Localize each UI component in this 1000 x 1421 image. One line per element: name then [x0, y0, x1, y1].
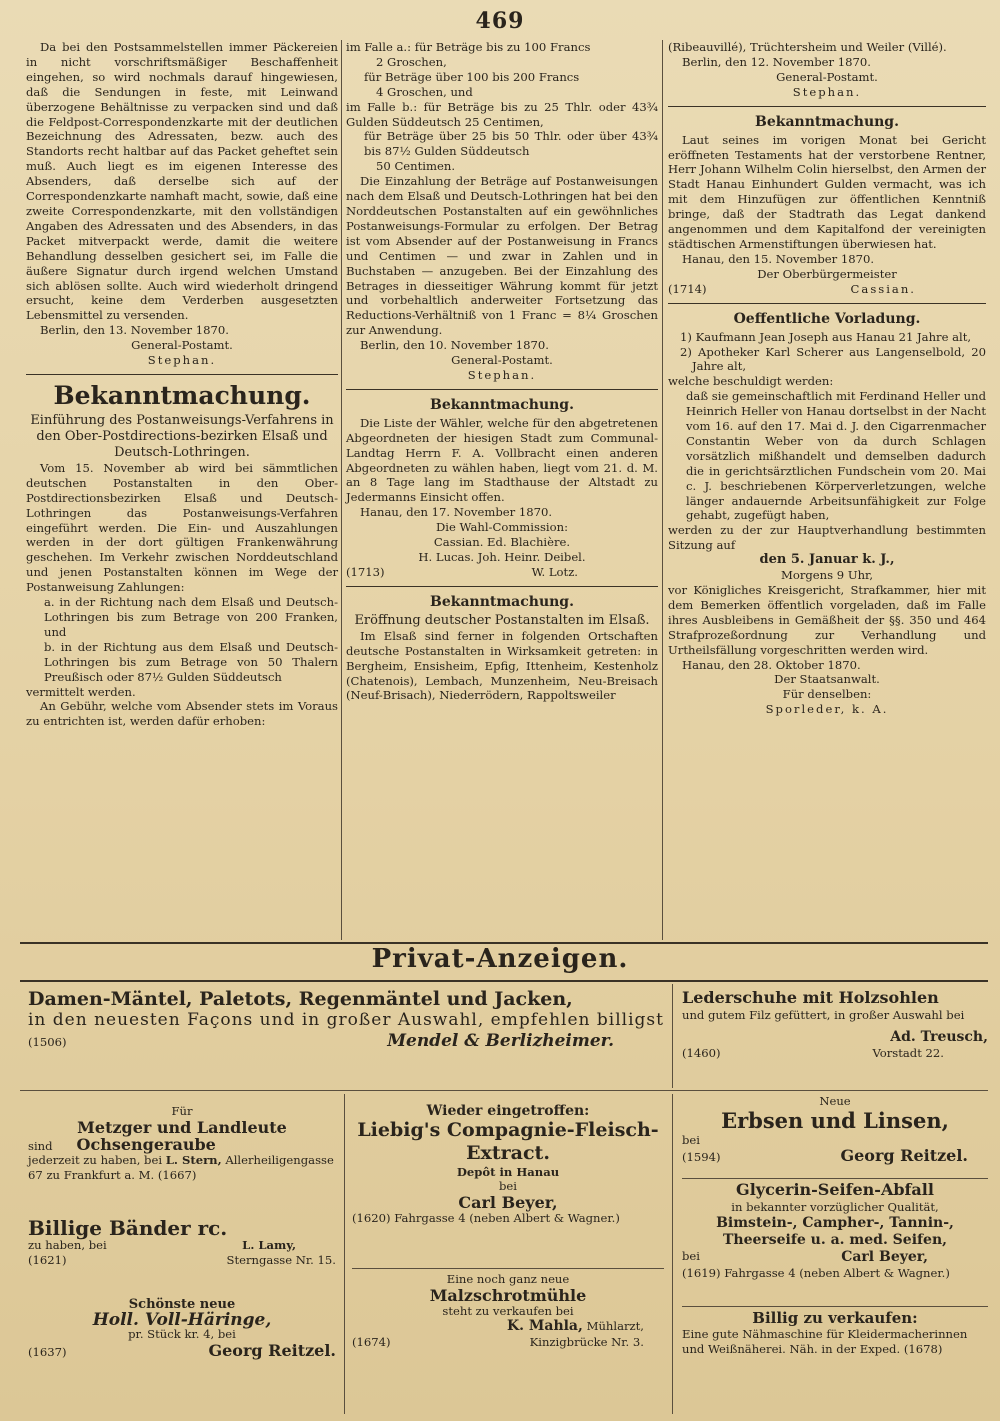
ad-number: (1621) — [28, 1252, 67, 1267]
bekanntmachung-4-office: Der Oberbürgermeister — [757, 266, 897, 281]
ad1-firm: Mendel & Berlizheimer. — [387, 1031, 614, 1051]
einzahlung-text: Die Einzahlung der Beträge auf Postanweisungen nach dem Elsaß und Deutsch-Lothringen hat bei den Norddeutschen Postanstalten auf ein gewöhnliches Postanweisungs-Formular zu erfolgen. Der Betrag ist vom Absender auf der Postanweisung in Francs und Centimen — und zwar in Zahlen und in Buchstaben — anzugeben. Bei der Einzahlung des Betrages in diesseitiger Währung kommt für jetzt und vorbehaltlich anderweiter Fortsetzung das Reductions-Verhältniß von 1 Franc = 8¼ Groschen zur Anwendung. — [346, 174, 658, 338]
ad7-headline: Eine noch ganz neue — [446, 1272, 570, 1286]
section-rule — [346, 389, 658, 390]
notice-signer: Stephan. — [147, 353, 217, 368]
ad7-firm-row — [352, 1318, 664, 1335]
ad9-list-2: Theerseife u. a. med. Seifen, — [722, 1231, 948, 1248]
commission-row — [346, 565, 658, 580]
vorladung-person-2: 2) Apotheker Karl Scherer aus Langenselbold, 20 Jahre alt, — [680, 344, 986, 374]
ad7-footer — [352, 1335, 664, 1350]
ad-number: (1713) — [346, 564, 385, 579]
ad10-headline: Billig zu verkaufen: — [752, 1309, 918, 1327]
ad-divider — [672, 984, 673, 1088]
ad7-text: steht zu verkaufen bei — [442, 1303, 574, 1318]
bekanntmachung-subtitle: Einführung des Postanweisungs-Verfahrens in den Ober-Postdirections-bezirken Elsaß und Deutsch-Lothringen. — [30, 412, 334, 460]
ad8-bei: bei — [682, 1132, 700, 1147]
ad-number: (1637) — [28, 1344, 67, 1359]
col2-office: General-Postamt. — [451, 353, 553, 368]
ad5-footer — [28, 1342, 336, 1360]
fee-a-1: 2 Groschen, — [376, 54, 447, 69]
vorladung-text-3: werden zu der zur Hauptverhandlung bestimmten Sitzung auf — [668, 523, 986, 553]
tail-1: vermittelt werden. — [26, 684, 136, 699]
bekanntmachung-2-title: Bekanntmachung. — [430, 396, 574, 413]
ad8-footer — [682, 1147, 988, 1165]
ad9-firm: Carl Beyer, — [841, 1248, 928, 1265]
commission-names-1: Cassian. Ed. Blachière. — [433, 535, 571, 550]
commission-names-2: H. Lucas. Joh. Heinr. Deibel. — [418, 550, 586, 564]
ad2-footer — [682, 1046, 988, 1061]
ad-erbsen-linsen — [682, 1094, 988, 1165]
bekanntmachung-title: Bekanntmachung. — [53, 380, 311, 410]
ad4-address: Sterngasse Nr. 15. — [226, 1252, 336, 1267]
ad-number: (1620) — [352, 1210, 391, 1225]
bekanntmachung-3-subtitle: Eröffnung deutscher Postanstalten im Elsaß. — [354, 612, 650, 628]
bekanntmachung-4-text: Laut seines im vorigen Monat bei Gericht eröffneten Testaments hat der verstorbene Rentner, Herr Johann Wilhelm Colin hierselbst, den Armen der Stadt Hanau Einhundert Gulden vermacht, was ich mit dem Hinzufügen zur öffentlichen Kenntniß bringe, daß der Stadtrath das Legat dankend angenommen und dem Kapitalfond der vereinigten städtischen Armenstiftungen überwiesen hat. — [668, 132, 986, 251]
wahl-commission: Die Wahl-Commission: — [436, 520, 568, 535]
ad-divider — [682, 1306, 988, 1307]
ad-glycerin-seifen — [682, 1180, 988, 1280]
ad5-product: Holl. Voll-Häringe, — [92, 1309, 272, 1330]
ad-damen-maentel — [28, 988, 664, 1050]
ad4-headline: Billige Bänder rc. — [28, 1216, 228, 1240]
ad9-text: in bekannter vorzüglicher Qualität, — [731, 1200, 939, 1214]
bekanntmachung-4-title: Bekanntmachung. — [755, 113, 899, 130]
ad7-product: Malzschrotmühle — [429, 1285, 587, 1305]
vorladung-date: Hanau, den 28. Oktober 1870. — [682, 657, 861, 672]
ad-liebig — [352, 1104, 664, 1225]
ad-number: (1619) — [682, 1265, 721, 1280]
vorladung-text-2: daß sie gemeinschaftlich mit Ferdinand Heller und Heinrich Heller von Hanau dortselbst in der Nacht vom 16. auf den 17. Mai d. J. den Cigarrenmacher Constantin Weber von da durch Schlagen vorsätzlich mißhandelt und demselben dadurch die in gerichtsärztlichen Fundschein vom 20. Mai c. J. beschriebenen Körperverletzungen, welche länger andauernde Arbeitsunfähigkeit zur Folge gehabt, zugefügt haben, — [686, 389, 986, 523]
ad10-text: Eine gute Nähmaschine für Kleidermacherinnen und Weißnäherei. Näh. in der Exped. — [682, 1327, 968, 1356]
commission-name-3: W. Lotz. — [531, 564, 578, 579]
ad7-address-1: Mühlarzt, — [586, 1319, 644, 1333]
vorladung-person-1: 1) Kaufmann Jean Joseph aus Hanau 21 Jahre alt, — [680, 329, 972, 344]
ad6-firm: Carl Beyer, — [458, 1192, 558, 1212]
ad4-firm: L. Lamy, — [242, 1238, 296, 1252]
ad3-sind: sind — [28, 1138, 53, 1153]
column-divider-1 — [341, 40, 342, 940]
ad4-line — [28, 1238, 336, 1253]
bekanntmachung-4-row — [668, 282, 986, 297]
vorladung-office: Der Staatsanwalt. — [774, 672, 880, 687]
section-rule — [668, 303, 986, 304]
col3-office: General-Postamt. — [776, 69, 878, 84]
bekanntmachung-2-date: Hanau, den 17. November 1870. — [360, 505, 553, 520]
column-3 — [668, 40, 986, 717]
column-1 — [26, 40, 338, 729]
ad7-address-2: Kinzigbrücke Nr. 3. — [529, 1335, 644, 1349]
ad2-address: Vorstadt 22. — [872, 1045, 944, 1060]
ad-number: (1460) — [682, 1045, 721, 1060]
ad3-for: Für — [171, 1104, 193, 1118]
ad9-headline: Glycerin-Seifen-Abfall — [736, 1180, 934, 1199]
ad1-footer — [28, 1031, 664, 1051]
ad3-headline: Metzger und Landleute — [77, 1117, 287, 1137]
ad8-product: Erbsen und Linsen, — [721, 1107, 949, 1133]
ad-divider — [20, 1090, 988, 1091]
ad10-body — [682, 1327, 988, 1356]
ad6-product: Liebig's Compagnie-Fleisch-Extract. — [357, 1118, 659, 1164]
tail-2: An Gebühr, welche vom Absender stets im Voraus zu entrichten ist, werden dafür erhoben: — [26, 699, 338, 729]
ad6-bei: bei — [499, 1179, 517, 1193]
bekanntmachung-3-text: Im Elsaß sind ferner in folgenden Ortschaften deutsche Postanstalten in Wirksamkeit getreten: in Bergheim, Ensisheim, Epfig, Ittenheim, Kestenholz (Chatenois), Lembach, Munzenheim, Neu-Breisach (Neuf-Brisach), Niederrödern, Rappoltsweiler — [346, 628, 658, 703]
ad9-address: Fahrgasse 4 (neben Albert & Wagner.) — [724, 1265, 950, 1280]
vorladung-time: Morgens 9 Uhr, — [780, 568, 874, 583]
ad2-subline: und gutem Filz gefüttert, in großer Auswahl bei — [682, 1008, 965, 1022]
col3-date: Berlin, den 12. November 1870. — [682, 54, 871, 69]
ad8-neue: Neue — [819, 1094, 851, 1108]
fee-a-3: 4 Groschen, und — [376, 84, 473, 99]
col2-signer: Stephan. — [467, 367, 537, 382]
ad2-headline: Lederschuhe mit Holzsohlen — [682, 988, 939, 1007]
ad-naehmaschine — [682, 1310, 988, 1356]
ad-divider — [344, 1094, 345, 1414]
ad6-depot: Depôt in Hanau — [456, 1164, 560, 1179]
ad9-bei-row — [682, 1249, 988, 1266]
ad5-headline: Schönste neue — [128, 1297, 236, 1312]
ad3-line — [28, 1153, 336, 1182]
ad-divider — [682, 1178, 988, 1179]
ad-number: (1674) — [352, 1335, 391, 1349]
ad9-bei: bei — [682, 1248, 700, 1263]
section-rule — [668, 106, 986, 107]
ad5-firm: Georg Reitzel. — [208, 1340, 336, 1360]
bekanntmachung-3-title: Bekanntmachung. — [430, 593, 574, 610]
col3-continuation: (Ribeauvillé), Trüchtersheim und Weiler (Villé). — [668, 40, 947, 54]
ad-number: (1506) — [28, 1035, 67, 1049]
ad-baender — [28, 1218, 336, 1267]
notice-date: Berlin, den 13. November 1870. — [40, 323, 229, 338]
bekanntmachung-4-date: Hanau, den 15. November 1870. — [682, 251, 875, 266]
vorladung-title: Oeffentliche Vorladung. — [733, 310, 921, 327]
ad7-firm: K. Mahla, — [506, 1318, 583, 1334]
ad-number: (1594) — [682, 1150, 721, 1164]
ad-number: (1667) — [157, 1167, 197, 1182]
ad6-address: Fahrgasse 4 (neben Albert & Wagner.) — [394, 1210, 620, 1225]
vorladung-text-1: welche beschuldigt werden: — [668, 374, 834, 389]
private-title-rule — [20, 980, 988, 982]
page-number: 469 — [475, 8, 525, 34]
bekanntmachung-text: Vom 15. November ab wird bei sämmtlichen deutschen Postanstalten in den Ober-Postdirectionsbezirken Elsaß und Deutsch-Lothringen das Postanweisungs-Verfahren eingeführt werden. Die Ein- und Auszahlungen werden in der dort gültigen Frankenwährung geschehen. Im Verkehr zwischen Norddeutschland und jenen Postanstalten können im Wege der Postanweisung Zahlungen: — [26, 460, 338, 595]
col2-date: Berlin, den 10. November 1870. — [360, 338, 549, 353]
bekanntmachung-4-signer: Cassian. — [850, 281, 916, 296]
col3-signer: Stephan. — [792, 84, 862, 99]
ad3-text: jederzeit zu haben, bei — [28, 1153, 163, 1167]
bekanntmachung-2-text: Die Liste der Wähler, welche für den abgetretenen Abgeordneten der hiesigen Stadt zum Communal-Landtag Herrn F. A. Vollbracht einen anderen Abgeordneten zu wählen haben, liegt vom 21. d. M. an 8 Tage lang im Stadthause der Altstadt zu Jedermanns Einsicht offen. — [346, 415, 658, 505]
section-rule — [26, 374, 338, 375]
ad2-firm: Ad. Treusch, — [890, 1028, 988, 1045]
ad6-footer — [352, 1211, 664, 1226]
vorladung-signer: Sporleder, k. A. — [765, 702, 889, 717]
vorladung-date-bold: den 5. Januar k. J., — [759, 552, 895, 568]
vorladung-for: Für denselben: — [782, 687, 872, 702]
ad1-headline: Damen-Mäntel, Paletots, Regenmäntel und Jacken, — [28, 988, 573, 1010]
ad-ochsengeraube — [28, 1104, 336, 1182]
fee-a-2: für Beträge über 100 bis 200 Francs — [364, 69, 580, 84]
private-ads-title: Privat-Anzeigen. — [371, 944, 629, 974]
ad1-subline: in den neuesten Façons und in großer Auswahl, empfehlen billigst — [28, 1010, 664, 1030]
fee-a-intro: im Falle a.: für Beträge bis zu 100 Francs — [346, 40, 591, 54]
vorladung-text-4: vor Königliches Kreisgericht, Strafkammer, hier mit dem Bemerken öffentlich vorgeladen, daß im Falle ihres Ausbleibens in Gemäßheit der §§. 350 und 464 Strafprozeßordnung zur Verhandlung und Urtheilsfällung vorgeschritten werden wird. — [668, 583, 986, 657]
ad4-text: zu haben, bei — [28, 1238, 107, 1252]
ad3-product: Ochsengeraube — [76, 1134, 216, 1154]
item-a: a. in der Richtung nach dem Elsaß und Deutsch-Lothringen bis zum Betrage von 200 Franken, und — [44, 595, 338, 639]
ad-number: (1678) — [903, 1341, 943, 1356]
section-rule — [346, 586, 658, 587]
ad8-firm: Georg Reitzel. — [840, 1146, 968, 1165]
fee-b-3: 50 Centimen. — [376, 159, 456, 174]
ad-divider — [672, 1094, 673, 1414]
notice-office: General-Postamt. — [131, 338, 233, 353]
ad-lederschuhe — [682, 988, 988, 1060]
ad5-price: pr. Stück kr. 4, bei — [128, 1327, 236, 1341]
fee-b-2: für Beträge über 25 bis 50 Thlr. oder über 43¾ bis 87½ Gulden Süddeutsch — [364, 129, 658, 159]
ad-divider — [352, 1268, 664, 1269]
ad-haeringe — [28, 1298, 336, 1359]
ad3-firm: L. Stern, — [165, 1153, 222, 1167]
ad-malzschrotmuehle — [352, 1272, 664, 1350]
fee-b-intro: im Falle b.: für Beträge bis zu 25 Thlr. oder 43¾ Gulden Süddeutsch 25 Centimen, — [346, 99, 658, 129]
ad3-address: Allerheiligengasse 67 zu Frankfurt a. M. — [28, 1153, 334, 1182]
ad3-product-row — [28, 1136, 336, 1154]
column-divider-2 — [662, 40, 663, 940]
ad4-footer — [28, 1253, 336, 1268]
ad-number: (1714) — [668, 281, 707, 296]
ad6-headline: Wieder eingetroffen: — [426, 1103, 590, 1119]
ad9-footer — [682, 1266, 988, 1281]
postsammel-notice-text: Da bei den Postsammelstellen immer Päckereien in nicht vorschriftsmäßiger Beschaffenheit eingehen, so wird nochmals darauf hingewiesen, daß die Sendungen in feste, mit Leinwand überzogene Behältnisse zu verpacken sind und daß die Feldpost-Correspondenzkarte mit der deutlichen Bezeichnung des Adressaten, bezw. auch des Standorts recht haltbar auf das Packet geheftet sein muß. Auch liegt es im eigenen Interesse des Absenders, daß derselbe sich auf der Correspondenzkarte namhaft macht, sowie, daß eine zweite Correspondenzkarte, mit den vollständigen Angaben des Adressaten und des Absenders, in das Packet mitverpackt werde, damit die weitere Behandlung desselben gesichert sei, im Falle die äußere Signatur durch irgend welchen Umstand sich ablösen sollte. Auch wird wiederholt dringend ersucht, keine dem Verderben ausgesetzten Lebensmittel zu versenden. — [26, 40, 338, 323]
column-2 — [346, 40, 658, 703]
item-b: b. in der Richtung aus dem Elsaß und Deutsch-Lothringen bis zum Betrage von 50 Thalern Preußisch oder 87½ Gulden Süddeutsch — [44, 639, 338, 684]
ad9-list-1: Bimstein-, Campher-, Tannin-, — [716, 1214, 954, 1231]
